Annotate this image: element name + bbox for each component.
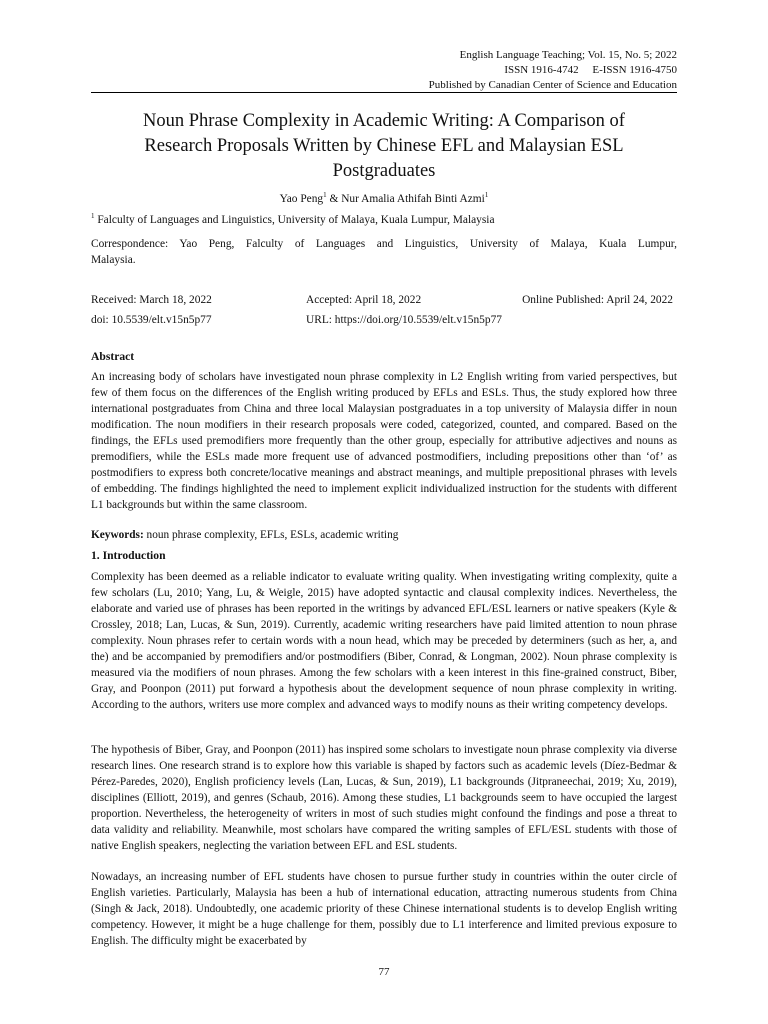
correspondence <box>91 236 677 268</box>
abstract-heading: Abstract <box>91 350 135 363</box>
publication-dates <box>91 290 677 330</box>
introduction-heading: 1. Introduction <box>91 549 166 562</box>
correspondence-line-1: Correspondence: Yao Peng, Falculty of Languages and Linguistics, University of Malaya, Kuala Lumpur, <box>91 238 677 250</box>
article-page <box>91 0 677 1024</box>
page-number: 77 <box>378 966 390 978</box>
doi[interactable]: doi: 10.5539/elt.v15n5p77 <box>91 314 212 326</box>
author-list <box>91 193 677 205</box>
intro-paragraph-2: The hypothesis of Biber, Gray, and Poonpon (2011) has inspired some scholars to investigate noun phrase complexity via diverse research lines. One research strand is to explore how this variable is shaped by factors such as academic levels (Díez-Bedmar & Pérez-Paredes, 2020), English proficiency levels (Lan, Lucas, & Sun, 2019), L1 backgrounds (Jitpraneechai, 2019; Xu, 2019), disciplines (Elliott, 2019), and genres (Schaub, 2016). Among these studies, L1 backgrounds seem to have occupied the largest proportion. Nevertheless, the heterogeneity of writers in most of such studies might confound the findings and pose a threat to data validity and reliability. Meanwhile, most scholars have compared the writing samples of EFL/ESL students with those of native English speakers, neglecting the variation between EFL and ESL students. <box>91 744 677 852</box>
affiliation-text: Falculty of Languages and Linguistics, University of Malaya, Kuala Lumpur, Malaysia <box>94 214 495 226</box>
journal-header <box>429 48 677 93</box>
accepted-date: Accepted: April 18, 2022 <box>306 294 422 306</box>
article-url[interactable]: URL: https://doi.org/10.5539/elt.v15n5p77 <box>306 314 502 326</box>
abstract-text: An increasing body of scholars have investigated noun phrase complexity in L2 English writing from varied perspectives, but few of them focus on the differences of the English writing produced by EFLs and ESLs. Thus, the study explored how three international postgraduates from China and three local Malaysian postgraduates in a top university of Malaysia differ in noun modification. The noun modifiers in their research proposals were coded, categorized, counted, and compared. Based on the findings, the EFLs used premodifiers more frequently than the other group, especially for attributive adjectives and nouns as premodifiers, while the ESLs made more frequent use of advanced postmodifiers, including prepositions other than ‘of’ as postmodifiers to express both concrete/locative meanings and abstract meanings, and multiple prepositional phrases with levels of embedding. The findings highlighted the need to implement explicit individualized instruction for the students with different L1 backgrounds but within the same classroom. <box>91 371 677 511</box>
author-separator: & <box>326 193 342 205</box>
published-date: Online Published: April 24, 2022 <box>522 294 673 306</box>
author-1: Yao Peng <box>279 193 324 205</box>
keywords <box>91 529 677 541</box>
intro-paragraph-3: Nowadays, an increasing number of EFL students have chosen to pursue further study in countries within the outer circle of English varieties. Particularly, Malaysia has been a hub of international education, attracting numerous students from China (Singh & Jack, 2018). Undoubtedly, one academic priority of these Chinese international students is to develop English writing competency. However, it might be a huge challenge for them, possibly due to L1 interference and limited previous exposure to English. The difficulty might be exacerbated by <box>91 871 677 947</box>
received-date: Received: March 18, 2022 <box>91 294 212 306</box>
intro-paragraph-1: Complexity has been deemed as a reliable indicator to evaluate writing quality. When investigating writing complexity, quite a few scholars (Lu, 2010; Yang, Lu, & Weigle, 2015) have adopted syntactic and clausal complexity indices. Nevertheless, the elaborate and varied use of phrases has been reported in the writings by advanced EFL/ESL learners or native speakers (Kyle & Crossley, 2018; Lan, Lucas, & Sun, 2019). Currently, academic writing researchers have paid limited attention to noun phrase complexity. Noun phrases refer to certain words with a noun head, which may be preceded by determiners (such as her, a, and the) and be accompanied by premodifiers and/or postmodifiers (Biber, Conrad, & Longman, 2002). Noun phrase complexity is measured via the modifiers of noun phrases. Among the few scholars with a keen interest in this fine-grained construct, Biber, Gray, and Poonpon (2011) put forward a hypothesis about the development sequence of noun phrase complexity in writing. According to the authors, writers use more complex and advanced ways to modify nouns as their writing competency develops. <box>91 571 677 711</box>
header-divider <box>91 92 677 93</box>
author-2: Nur Amalia Athifah Binti Azmi <box>341 193 485 205</box>
title-line-3: Postgraduates <box>332 161 436 181</box>
journal-citation: English Language Teaching; Vol. 15, No. 5; 2022 <box>459 49 677 61</box>
title-line-2: Research Proposals Written by Chinese EFL and Malaysian ESL <box>144 136 624 156</box>
article-title <box>91 109 677 184</box>
author-2-affil-mark: 1 <box>484 191 489 200</box>
publisher-line: Published by Canadian Center of Science and Education <box>428 79 677 91</box>
keywords-text: noun phrase complexity, EFLs, ESLs, academic writing <box>143 529 399 541</box>
issn-line: ISSN 1916-4742 E-ISSN 1916-4750 <box>504 64 677 76</box>
affiliation-mark: 1 <box>91 212 95 221</box>
keywords-label: Keywords: <box>91 529 144 541</box>
author-1-affil-mark: 1 <box>323 191 327 200</box>
title-line-1: Noun Phrase Complexity in Academic Writing: A Comparison of <box>143 111 625 131</box>
affiliation <box>91 213 677 228</box>
correspondence-line-2: Malaysia. <box>91 254 136 266</box>
